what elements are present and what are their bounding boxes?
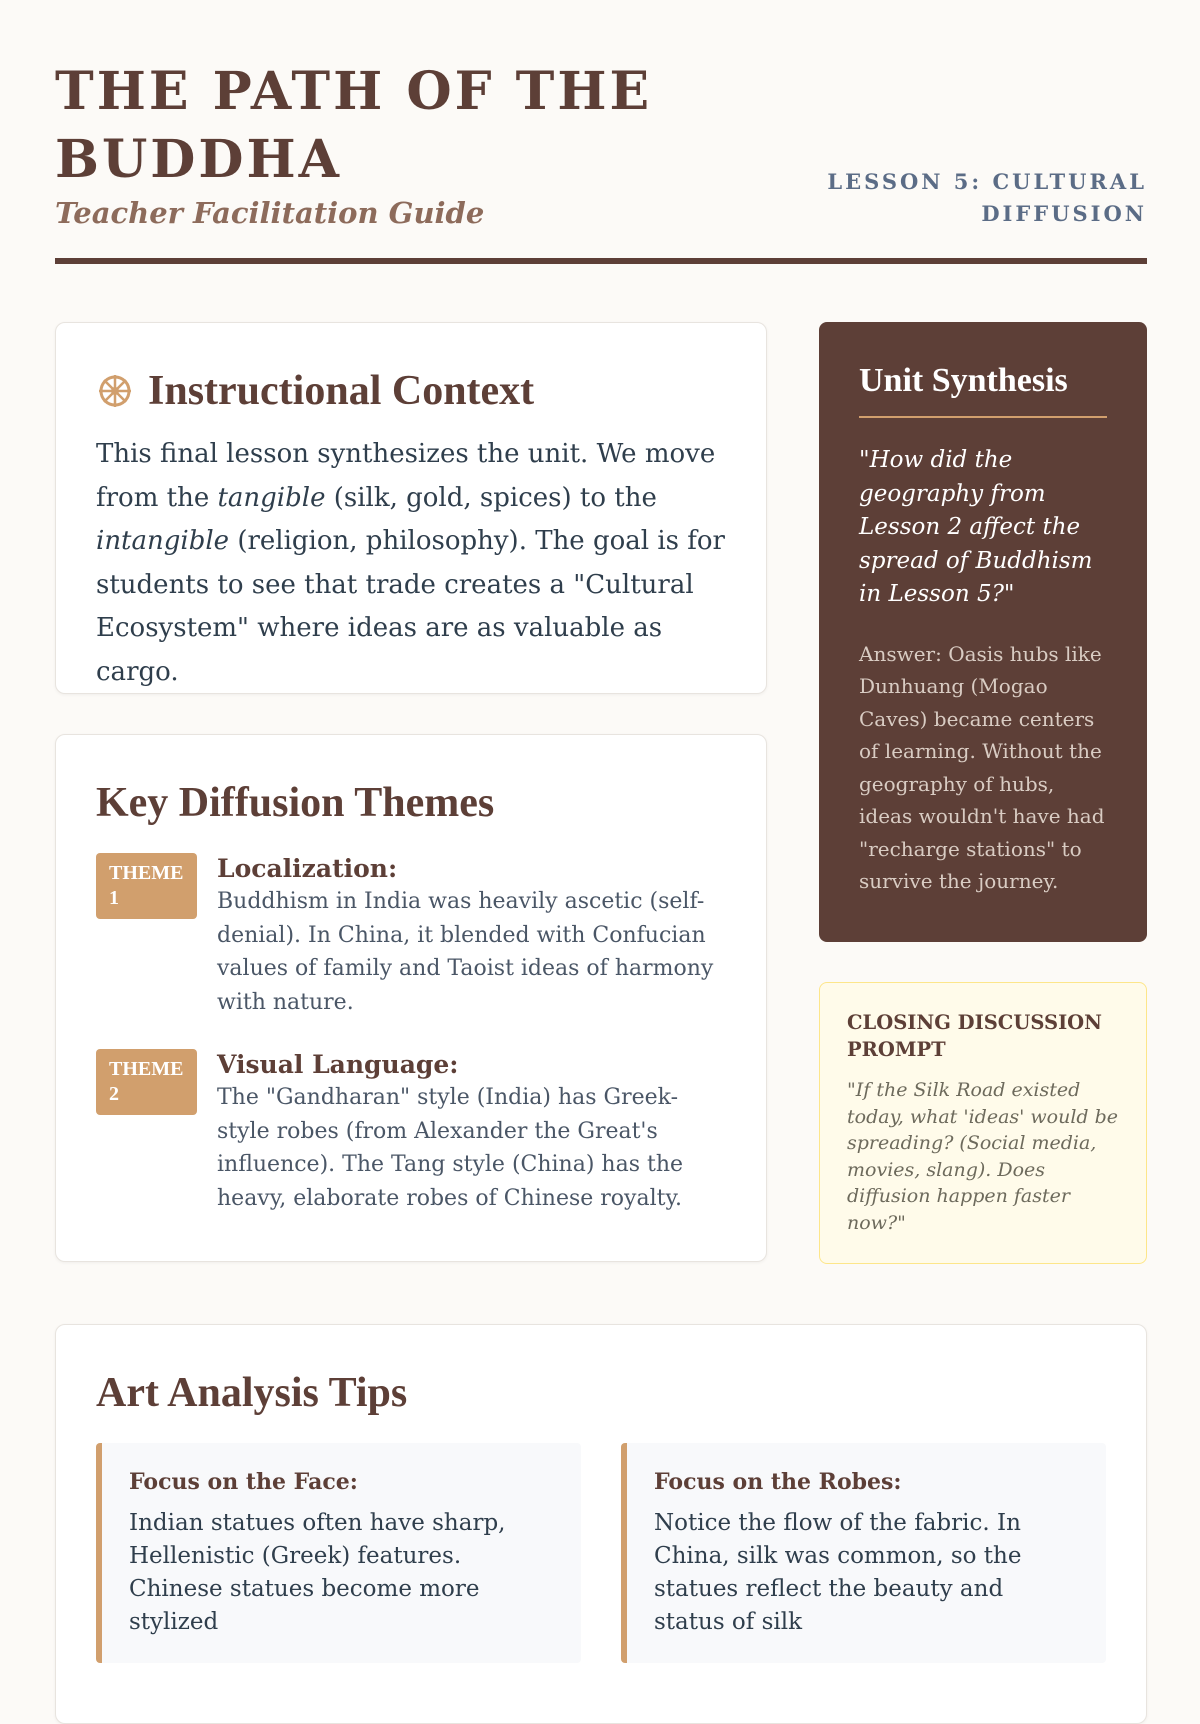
tip-item <box>621 1443 1106 1663</box>
synthesis-answer: Answer: Oasis hubs like Dunhuang (Mogao Caves) became centers of learning. Without the geography of hubs, ideas wouldn't have had "recharge stations" to survive the journey. <box>859 641 1105 893</box>
page-header <box>55 58 1147 264</box>
theme-body <box>217 1049 726 1215</box>
theme-item <box>96 1049 726 1215</box>
instructional-context-card <box>55 322 767 694</box>
theme-badge: THEME 2 <box>96 1049 197 1115</box>
page-title: THE PATH OF THE BUDDHA <box>55 61 653 190</box>
dharma-wheel-icon <box>96 372 134 410</box>
tips-grid <box>96 1443 1106 1663</box>
closing-prompt-label: CLOSING DISCUSSION PROMPT <box>847 1011 1102 1061</box>
theme-description: Buddhism in India was heavily ascetic (self-denial). In China, it blended with Confucian values of family and Taoist ideas of harmony with nature. <box>217 889 714 1015</box>
unit-synthesis-card <box>819 322 1147 942</box>
tips-title: Art Analysis Tips <box>96 1370 408 1416</box>
context-emphasis-intangible: intangible <box>96 526 230 556</box>
diffusion-themes-card <box>55 734 767 1262</box>
context-text-part: (silk, gold, spices) to the <box>325 482 657 513</box>
theme-title: Localization: <box>217 854 398 883</box>
themes-title: Key Diffusion Themes <box>96 780 495 826</box>
context-emphasis-tangible: tangible <box>217 482 326 513</box>
tip-title: Focus on the Face: <box>129 1469 358 1495</box>
theme-item <box>96 853 726 1019</box>
lesson-label: LESSON 5: CULTURAL DIFFUSION <box>827 169 1147 226</box>
tip-item <box>96 1443 581 1663</box>
context-heading-row <box>96 367 726 415</box>
context-text <box>96 433 726 694</box>
tip-text: Indian statues often have sharp, Hellenistic (Greek) features. Chinese statues become more stylized <box>129 1510 506 1635</box>
closing-prompt-card <box>819 982 1147 1264</box>
theme-body <box>217 853 726 1019</box>
context-title: Instructional Context <box>148 368 535 414</box>
guide-page <box>55 58 1147 1635</box>
synthesis-question: "How did the geography from Lesson 2 affect the spread of Buddhism in Lesson 5?" <box>859 447 1093 607</box>
context-text-part: This final lesson synthesizes the unit. We move from the <box>96 439 716 513</box>
theme-title: Visual Language: <box>217 1050 459 1079</box>
tip-title: Focus on the Robes: <box>654 1469 902 1495</box>
theme-description: The "Gandharan" style (India) has Greek-style robes (from Alexander the Great's influence). The Tang style (China) has the heavy, elaborate robes of Chinese royalty. <box>217 1085 684 1211</box>
art-analysis-tips-card <box>55 1324 1147 1724</box>
tip-text: Notice the flow of the fabric. In China, silk was common, so the statues reflect the beauty and status of silk <box>654 1510 1022 1635</box>
context-text-part: (religion, philosophy). The goal is for students to see that trade creates a "Cultural Ecosystem" where ideas are as valuable as cargo. <box>96 526 725 687</box>
theme-badge: THEME 1 <box>96 853 197 919</box>
synthesis-title: Unit Synthesis <box>859 362 1107 418</box>
closing-prompt-text: "If the Silk Road existed today, what 'ideas' would be spreading? (Social media, movies, slang). Does diffusion happen faster now?" <box>847 1079 1119 1234</box>
page-subtitle: Teacher Facilitation Guide <box>55 196 485 230</box>
